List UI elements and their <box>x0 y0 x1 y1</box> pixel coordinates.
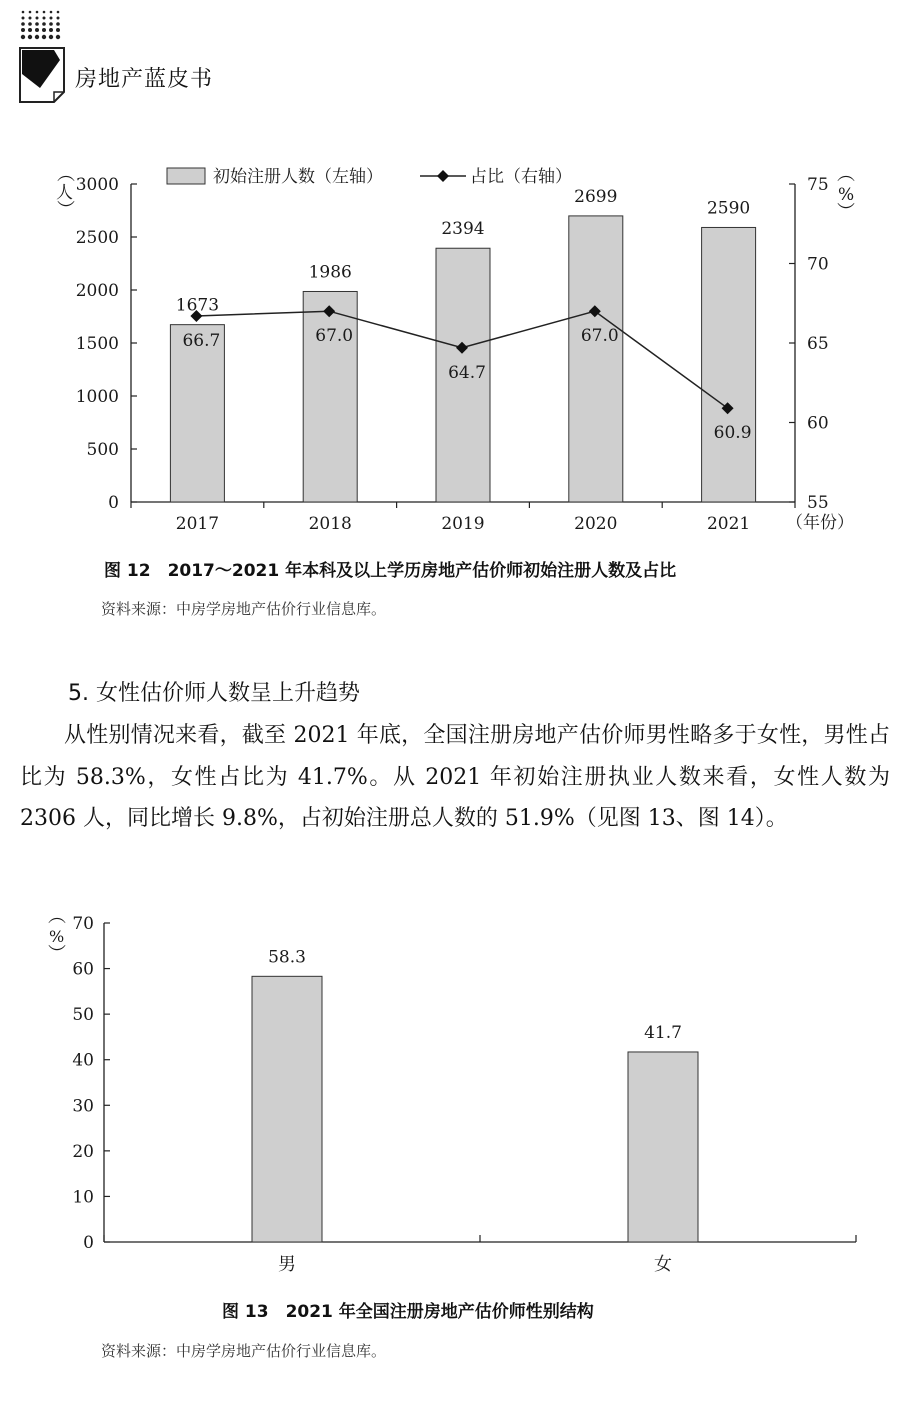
figure12-bars <box>170 216 755 502</box>
right-y-tick-label: 75 <box>807 175 829 195</box>
bar-value-label: 1986 <box>308 262 352 283</box>
bar-gender <box>628 1052 698 1242</box>
left-y-tick-label: 1500 <box>75 334 119 354</box>
y-tick-label: 50 <box>72 1005 94 1026</box>
y-tick-label: 30 <box>72 1096 94 1117</box>
y-tick-label: 70 <box>72 914 94 934</box>
y-tick-label: 60 <box>72 959 94 980</box>
right-axis-unit-text: % <box>838 185 855 205</box>
y-tick-label: 10 <box>72 1187 94 1208</box>
bar-registrations <box>569 216 623 502</box>
x-tick-label: 女 <box>654 1254 672 1275</box>
figure13-labels <box>268 947 682 1043</box>
x-tick-label: 2019 <box>441 514 485 534</box>
figure13-bars <box>252 976 698 1242</box>
bar-value-label: 2590 <box>706 198 751 219</box>
line-value-label: 60.9 <box>713 423 752 444</box>
figure12-chart <box>0 150 909 540</box>
figure13-caption: 图 13 2021 年全国注册房地产估价师性别结构 <box>222 1302 594 1322</box>
bar-registrations <box>303 291 357 502</box>
x-tick-label: 2018 <box>308 514 352 534</box>
y-tick-label: 0 <box>83 1233 94 1253</box>
right-y-tick-label: 55 <box>807 493 829 513</box>
right-axis-unit-paren-open: ︵ <box>837 164 855 185</box>
left-axis-unit-paren-close: ︶ <box>57 200 75 221</box>
y-tick-label: 40 <box>72 1050 94 1071</box>
bar-registrations <box>702 227 756 502</box>
x-tick-label: 2021 <box>706 514 751 534</box>
right-axis-unit-paren-close: ︶ <box>837 202 855 223</box>
x-tick-label: 2017 <box>175 514 220 534</box>
section-heading: 5. 女性估价师人数呈上升趋势 <box>68 681 360 706</box>
figure13-axes <box>72 914 856 1275</box>
bar-value-label: 41.7 <box>644 1022 682 1043</box>
header-logo <box>18 8 66 106</box>
figure13-source: 资料来源：中房学房地产估价行业信息库。 <box>101 1342 387 1360</box>
line-value-label: 64.7 <box>448 362 486 383</box>
book-logo-icon <box>18 8 66 106</box>
bar-value-label: 2699 <box>574 186 618 207</box>
legend-bar-label: 初始注册人数（左轴） <box>213 167 383 187</box>
left-y-tick-label: 500 <box>86 440 119 460</box>
y-unit-text: % <box>49 927 65 946</box>
right-y-tick-label: 65 <box>807 334 829 354</box>
figure13-chart <box>0 900 909 1280</box>
left-y-tick-label: 1000 <box>75 387 119 407</box>
right-axis-unit <box>837 164 855 223</box>
body-paragraph: 从性别情况来看，截至 2021 年底，全国注册房地产估价师男性略多于女性，男性占比为 58.3%，女性占比为 41.7%。从 2021 年初始注册执业人数来看，女性人数为 2306 人，同比增长 9.8%，占初始注册总人数的 51.9%（见图 13、图 14）。 <box>20 723 890 831</box>
legend-diamond-marker <box>437 170 449 182</box>
y-unit-paren-open: ︵ <box>48 906 66 927</box>
bar-value-label: 2394 <box>441 219 485 240</box>
line-value-label: 67.0 <box>580 326 619 347</box>
x-axis-unit: （年份） <box>786 513 854 533</box>
figure12-caption: 图 12 2017～2021 年本科及以上学历房地产估价师初始注册人数及占比 <box>104 561 677 581</box>
y-tick-label: 20 <box>72 1141 94 1162</box>
right-y-tick-label: 60 <box>807 413 829 434</box>
left-y-tick-label: 2500 <box>75 228 119 248</box>
x-tick-label: 2020 <box>574 514 618 534</box>
left-y-tick-label: 3000 <box>75 175 119 195</box>
right-y-tick-label: 70 <box>807 254 829 275</box>
bar-value-label: 1673 <box>175 295 220 316</box>
x-tick-label: 男 <box>278 1254 296 1275</box>
left-axis-unit-paren-open: ︵ <box>57 164 75 185</box>
line-value-label: 67.0 <box>315 326 354 347</box>
figure12-legend <box>167 167 572 187</box>
header-title: 房地产蓝皮书 <box>75 67 214 92</box>
left-y-tick-label: 2000 <box>75 281 119 301</box>
y-unit-paren-close: ︶ <box>48 944 66 965</box>
bar-value-label: 58.3 <box>268 947 306 968</box>
left-y-tick-label: 0 <box>108 493 119 513</box>
left-axis-unit <box>56 164 75 221</box>
legend-line-label: 占比（右轴） <box>470 167 572 187</box>
line-value-label: 66.7 <box>182 330 221 351</box>
figure12-source: 资料来源：中房学房地产估价行业信息库。 <box>101 600 387 618</box>
legend-bar-swatch <box>167 168 205 184</box>
left-axis-unit-text: 人 <box>56 183 73 203</box>
bar-gender <box>252 976 322 1242</box>
bar-registrations <box>170 325 224 502</box>
figure13-y-unit <box>48 906 66 965</box>
